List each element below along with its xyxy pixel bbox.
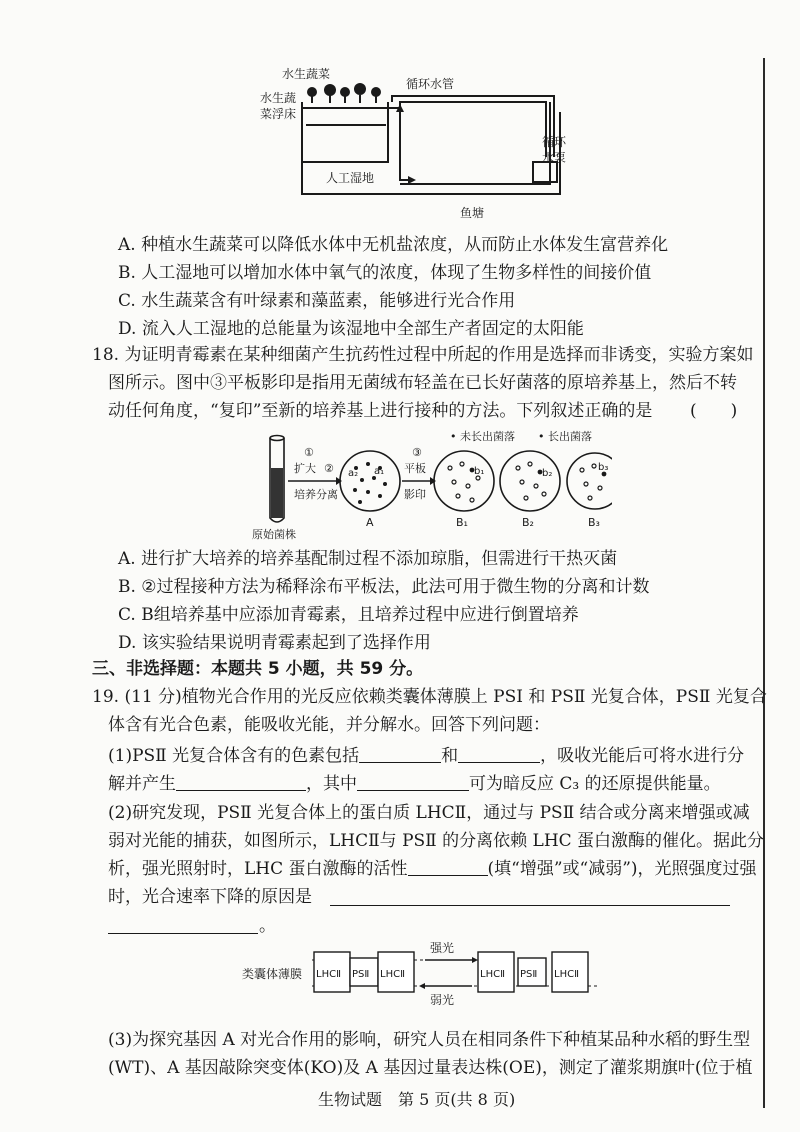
culture-liquid <box>271 468 283 518</box>
q19-p1-text-c: ，吸收光能后可将水进行分 <box>540 746 745 766</box>
q18-stem-line-3: 动任何角度，“复印”至新的培养基上进行接种的方法。下列叙述正确的是 <box>108 401 653 421</box>
q19-part-1-line-2 <box>108 774 721 794</box>
q19-p1-text-a: (1)PSⅡ 光复合体含有的色素包括 <box>108 746 360 766</box>
q17-option-d: D. 流入人工湿地的总能量为该湿地中全部生产者固定的太阳能 <box>118 319 584 339</box>
q17-option-c: C. 水生蔬菜含有叶绿素和藻蓝素，能够进行光合作用 <box>118 291 516 311</box>
label-plate-b1: B₁ <box>456 516 468 529</box>
label-colony-a1: a₁ <box>374 466 385 477</box>
label-vegetable: 水生蔬菜 <box>282 67 331 81</box>
label-pump-2: 水泵 <box>542 151 567 165</box>
q19-part-3-line-2: (WT)、A 基因敲除突变体(KO)及 A 基因过量表达株(OE)，测定了灌浆期旗叶(位于植 <box>108 1058 753 1078</box>
q19-part-2-line-3 <box>108 859 757 879</box>
label-colony-b3: b₃ <box>598 462 609 473</box>
label-tube: 原始菌株 <box>252 528 296 541</box>
q19-part-2-line-1: (2)研究发现，PSⅡ 光复合体上的蛋白质 LHCⅡ，通过与 PSⅡ 结合或分离来增强或减 <box>108 803 750 823</box>
step-1-label-b: 培养 <box>294 488 316 501</box>
q17-option-b: B. 人工湿地可以增加水体中氧气的浓度，体现了生物多样性的间接价值 <box>118 263 652 283</box>
q19-p2-text-b: (填“增强”或“减弱”)，光照强度过强 <box>487 859 757 879</box>
label-floatbed-1: 水生蔬 <box>260 91 297 105</box>
q19-stem-line-2: 体含有光合色素，能吸收光能，并分解水。回答下列问题： <box>108 715 550 735</box>
label-pump-1: 循环 <box>542 135 567 149</box>
step-3-label-a: 平板 <box>404 462 426 475</box>
label-pond: 鱼塘 <box>460 206 485 220</box>
q19-p2-text-a: 析，强光照射时，LHC 蛋白激酶的活性 <box>108 859 408 879</box>
step-1-number: ① <box>304 446 314 459</box>
label-strong-light: 强光 <box>430 941 455 955</box>
q19-part-2-line-2: 弱对光能的捕获，如图所示，LHCⅡ与 PSⅡ 的分离依赖 LHC 蛋白激酶的催化。据此分 <box>108 831 765 851</box>
label-weak-light: 弱光 <box>430 993 455 1007</box>
q19-part-1-line-1 <box>108 746 744 766</box>
label-wetland: 人工湿地 <box>326 171 375 185</box>
label-colony-a2: a₂ <box>348 468 359 479</box>
label-ps-right: PSⅡ <box>520 969 538 980</box>
blank-products[interactable] <box>176 774 306 791</box>
q18-answer-bracket: ( ) <box>690 401 738 421</box>
legend-colony: • 长出菌落 <box>538 430 592 443</box>
q18-stem-line-2: 图所示。图中③平板影印是指用无菌绒布轻盖在已长好菌落的原培养基上，然后不转 <box>108 373 737 393</box>
label-plate-a: A <box>366 516 374 529</box>
q18-option-c: C. B组培养基中应添加青霉素，且培养过程中应进行倒置培养 <box>118 605 579 625</box>
label-pipe: 循环水管 <box>406 77 455 91</box>
label-lhc-right-2: LHCⅡ <box>554 969 579 980</box>
label-floatbed-2: 菜浮床 <box>260 107 297 121</box>
replica-plating-diagram <box>250 426 612 544</box>
q19-part-2-line-4 <box>108 887 312 907</box>
legend-no-colony: • 未长出菌落 <box>450 430 515 443</box>
q19-part-3-line-1: (3)为探究基因 A 对光合作用的影响，研究人员在相同条件下种植某品种水稻的野生型 <box>108 1030 751 1050</box>
label-lhc-left-1: LHCⅡ <box>316 969 341 980</box>
blank-reason-line-1[interactable] <box>330 905 730 906</box>
label-lhc-left-2: LHCⅡ <box>380 969 405 980</box>
step-1-label-a: 扩大 <box>294 462 316 475</box>
blank-kinase-activity[interactable] <box>408 859 488 876</box>
vegetable-icons <box>307 83 381 103</box>
step-3-label-b: 影印 <box>404 488 426 501</box>
q18-stem-line-1: 18. 为证明青霉素在某种细菌产生抗药性过程中所起的作用是选择而非诱变，实验方案如 <box>92 345 754 365</box>
q19-p1-text-e: ，其中 <box>306 774 357 794</box>
blank-pigment-2[interactable] <box>458 746 540 763</box>
blank-reason-line-2[interactable] <box>108 933 258 934</box>
blank-pigment-1[interactable] <box>359 746 441 763</box>
page-margin-line <box>763 58 765 1108</box>
q19-p2-end: 。 <box>259 916 276 936</box>
lhc-psii-diagram <box>240 938 600 1008</box>
q17-option-a: A. 种植水生蔬菜可以降低水体中无机盐浓度，从而防止水体发生富营养化 <box>118 235 669 255</box>
step-2-label: 分离 <box>316 488 338 501</box>
label-colony-b2: b₂ <box>542 468 553 479</box>
section-3-title: 三、非选择题：本题共 5 小题，共 59 分。 <box>92 659 424 679</box>
label-plate-b2: B₂ <box>522 516 534 529</box>
q19-p1-text-b: 和 <box>441 746 459 766</box>
blank-energy-source[interactable] <box>357 774 469 791</box>
label-lhc-right-1: LHCⅡ <box>480 969 505 980</box>
label-plate-b3: B₃ <box>588 516 600 529</box>
label-membrane: 类囊体薄膜 <box>242 967 303 981</box>
q19-p1-text-d: 解并产生 <box>108 774 176 794</box>
wetland-diagram <box>250 62 580 230</box>
label-ps-left: PSⅡ <box>352 969 370 980</box>
q19-p2-text-c: 时，光合速率下降的原因是 <box>108 887 312 907</box>
step-2-number: ② <box>324 462 334 475</box>
page-footer: 生物试题 第 5 页(共 8 页) <box>318 1090 516 1109</box>
q18-option-b: B. ②过程接种方法为稀释涂布平板法，此法可用于微生物的分离和计数 <box>118 577 650 597</box>
step-3-number: ③ <box>412 446 422 459</box>
q18-option-d: D. 该实验结果说明青霉素起到了选择作用 <box>118 633 431 653</box>
q18-option-a: A. 进行扩大培养的培养基配制过程不添加琼脂，但需进行干热灭菌 <box>118 549 618 569</box>
q19-p1-text-f: 可为暗反应 C₃ 的还原提供能量。 <box>469 774 721 794</box>
label-colony-b1: b₁ <box>474 466 485 477</box>
q19-stem-line-1: 19. (11 分)植物光合作用的光反应依赖类囊体薄膜上 PSⅠ 和 PSⅡ 光复合体，PSⅡ 光复合 <box>92 687 767 707</box>
